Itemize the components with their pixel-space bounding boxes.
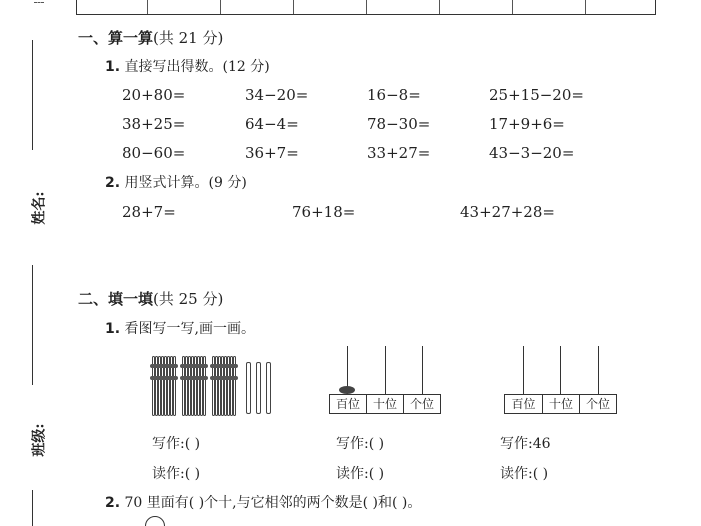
section2-q2-prompt xyxy=(105,492,421,512)
math-problem: 17+9+6= xyxy=(489,115,565,133)
read-answer-blank[interactable]: 读作:( ) xyxy=(152,466,201,482)
abacus-rod xyxy=(560,346,561,394)
place-label-hundreds: 百位 xyxy=(504,394,543,414)
table-divider xyxy=(220,0,221,14)
vertical-calc-problem: 43+27+28= xyxy=(460,203,555,221)
section2-title: 二、填一填 xyxy=(78,290,154,308)
name-label: 姓名: xyxy=(31,191,48,225)
math-problem: 78−30= xyxy=(367,115,431,133)
table-divider xyxy=(293,0,294,14)
section1-heading xyxy=(78,27,223,48)
vertical-calc-problem: 76+18= xyxy=(292,203,356,221)
question-text: 直接写出得数。(12 分) xyxy=(124,59,270,75)
question-number: 2. xyxy=(105,175,121,191)
margin-dash xyxy=(34,2,44,3)
score-table xyxy=(76,0,656,15)
question-number: 1. xyxy=(105,321,121,337)
math-problem: 20+80= xyxy=(122,86,186,104)
question-number: 2. xyxy=(105,495,121,511)
place-label-ones: 个位 xyxy=(403,394,441,414)
stick-bundle-icon xyxy=(182,356,206,416)
section2-heading xyxy=(78,288,223,309)
margin-line xyxy=(32,40,33,150)
abacus-rod xyxy=(385,346,386,394)
read-answer-blank[interactable]: 读作:( ) xyxy=(336,466,385,482)
write-answer-blank[interactable]: 写作:( ) xyxy=(152,436,201,452)
margin-line xyxy=(32,490,33,526)
place-label-ones: 个位 xyxy=(579,394,617,414)
question-text: 用竖式计算。(9 分) xyxy=(124,175,247,191)
abacus-rod xyxy=(598,346,599,394)
write-answer-given: 写作:46 xyxy=(500,436,551,452)
section1-q1-prompt xyxy=(105,56,270,76)
math-problem: 16−8= xyxy=(367,86,421,104)
abacus-rod xyxy=(422,346,423,394)
section2-note: (共 25 分) xyxy=(153,290,224,308)
section2-q1-prompt xyxy=(105,318,255,338)
circle-marker-icon xyxy=(145,516,165,526)
stick-bundle-icon xyxy=(212,356,236,416)
table-divider xyxy=(512,0,513,14)
table-divider xyxy=(585,0,586,14)
read-answer-blank[interactable]: 读作:( ) xyxy=(500,466,549,482)
write-answer-blank[interactable]: 写作:( ) xyxy=(336,436,385,452)
math-problem: 38+25= xyxy=(122,115,186,133)
single-stick-icon xyxy=(256,362,261,414)
single-stick-icon xyxy=(246,362,251,414)
table-divider xyxy=(439,0,440,14)
question-number: 1. xyxy=(105,59,121,75)
math-problem: 43−3−20= xyxy=(489,144,575,162)
math-problem: 25+15−20= xyxy=(489,86,584,104)
question-text: 看图写一写,画一画。 xyxy=(124,321,255,337)
table-divider xyxy=(366,0,367,14)
class-label: 班级: xyxy=(31,423,48,457)
question-text: 70 里面有( )个十,与它相邻的两个数是( )和( )。 xyxy=(124,495,422,511)
section1-title: 一、算一算 xyxy=(78,29,154,47)
stick-bundle-icon xyxy=(152,356,176,416)
place-label-tens: 十位 xyxy=(542,394,580,414)
abacus-rod xyxy=(523,346,524,394)
single-stick-icon xyxy=(266,362,271,414)
table-divider xyxy=(147,0,148,14)
place-label-tens: 十位 xyxy=(366,394,404,414)
vertical-calc-problem: 28+7= xyxy=(122,203,176,221)
math-problem: 36+7= xyxy=(245,144,299,162)
section1-q2-prompt xyxy=(105,172,247,192)
margin-line xyxy=(32,265,33,385)
math-problem: 80−60= xyxy=(122,144,186,162)
math-problem: 64−4= xyxy=(245,115,299,133)
math-problem: 33+27= xyxy=(367,144,431,162)
place-label-hundreds: 百位 xyxy=(329,394,367,414)
section1-note: (共 21 分) xyxy=(153,29,224,47)
abacus-bead-icon xyxy=(339,386,355,394)
math-problem: 34−20= xyxy=(245,86,309,104)
